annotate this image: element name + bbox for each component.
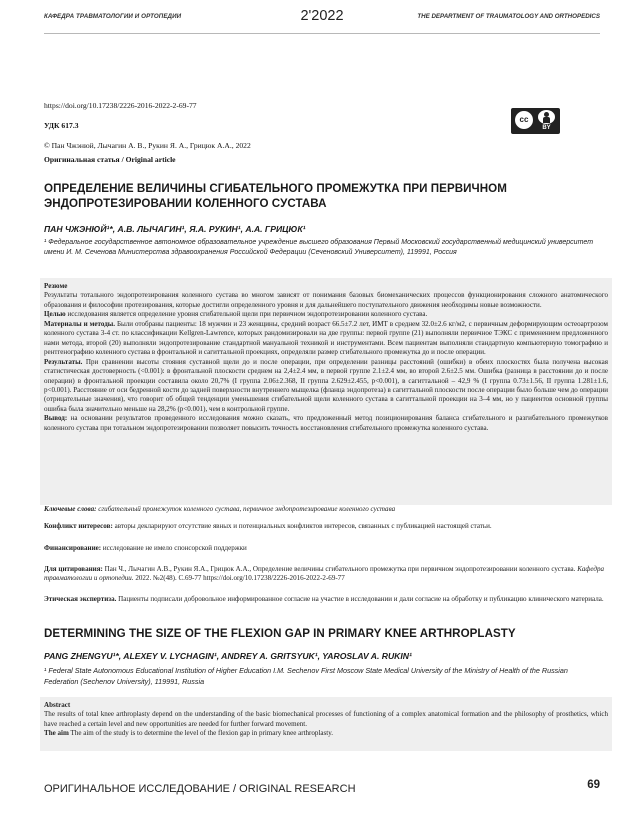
affiliation-ru: ¹ Федеральное государственное автономное образовательное учреждение высшего образования Первый Московский государственный медицинский университет имени И. М. Сеченова Министерства здравоохранения Российской Федерации (Сеченовский Университет), 119991, Россия — [44, 239, 594, 256]
conclusion-label-ru: Вывод: — [44, 414, 68, 423]
abstract-box-en — [40, 697, 612, 751]
abstract-conclusion-ru — [44, 414, 608, 433]
article-title-ru: ОПРЕДЕЛЕНИЕ ВЕЛИЧИНЫ СГИБАТЕЛЬНОГО ПРОМЕЖУТКА ПРИ ПЕРВИЧНОМ ЭНДОПРОТЕЗИРОВАНИИ КОЛЕННОГО СУСТАВА — [44, 182, 507, 210]
udk-code: УДК 617.3 — [44, 121, 79, 130]
aim-label-en: The aim — [44, 729, 69, 738]
keywords-text: сгибательный промежуток коленного сустава, первичное эндопротезирование коленного сустава — [96, 505, 396, 513]
aim-label-ru: Целью — [44, 310, 66, 319]
affiliation-en: ¹ Federal State Autonomous Educational Institution of Higher Education I.M. Sechenov First Moscow State Medical University of the Ministry of Health of the Russian Federation (Sechenov University), 119991, Russia — [44, 666, 568, 686]
cc-icon: cc — [514, 110, 534, 130]
by-label: BY — [542, 125, 551, 131]
funding — [44, 544, 604, 553]
aim-text-ru: исследования является определение уровня сгибательной щели при первичном эндопротезировании коленного сустава. — [65, 310, 428, 319]
funding-label: Финансирование: — [44, 544, 102, 552]
citation — [44, 565, 604, 584]
abstract-results-ru — [44, 358, 608, 415]
abstract-methods-ru — [44, 320, 608, 358]
authors-en: PANG ZHENGYU¹*, ALEXEY V. LYCHAGIN¹, ANDREY A. GRITSYUK¹, YAROSLAV A. RUKIN¹ — [44, 651, 412, 661]
ethics-label: Этическая экспертиза. — [44, 595, 117, 603]
header-rule — [44, 33, 600, 34]
funding-text: исследование не имело спонсорской поддержки — [101, 544, 247, 552]
keywords-ru — [44, 505, 604, 514]
attribution-person-icon — [538, 110, 555, 124]
ethics — [44, 595, 604, 604]
article-type: Оригинальная статья / Original article — [44, 155, 176, 164]
conflict-of-interest — [44, 522, 604, 531]
ethics-text: Пациенты подписали добровольное информированное согласие на участие в исследовании и дали согласие на обработку и публикацию клинического материала. — [116, 595, 604, 603]
issue-number: 2'2022 — [300, 8, 344, 24]
keywords-label: Ключевые слова: — [44, 505, 97, 513]
methods-text-ru: Были отобраны пациенты: 18 мужчин и 23 женщины, средний возраст 66.5±7.2 лет, ИМТ в среднем 32.0±2.6 кг/м2, с первичным деформирующим остеоартрозом коленного сустава 3-4 ст. по классификации Kellgren-Lawrence, которых рандомизировали на две группы: первой группе (21) выполняли первичное ТЭКС с применением предложенного нами метода, второй (20) выполняли эндопротезирование стандартной мануальной техникой и инструментами. Всем пациентам выполняли стандартную компьютерную томографию и рентгенографию коленного сустава в фронтальной и сагиттальной проекциях, определяли размер сгибательного промежутка до и после операции. — [44, 319, 608, 357]
abstract-text-en: The results of total knee arthroplasty depend on the understanding of the basic biomechanical processes of functioning of a complex anatomical formation and the philosophy of prosthetics, which have reached a certain level and new opportunities are needed for further forward movement. — [44, 710, 608, 728]
doi-link[interactable]: https://doi.org/10.17238/2226-2016-2022-2-69-77 — [44, 101, 197, 110]
citation-journal: Кафедра травматологии и ортопедии. — [44, 565, 604, 583]
conflict-label: Конфликт интересов: — [44, 522, 113, 530]
journal-name-ru: КАФЕДРА ТРАВМАТОЛОГИИ И ОРТОПЕДИИ — [44, 13, 182, 20]
methods-label-ru: Материалы и методы. — [44, 319, 116, 328]
abstract-aim-ru — [44, 310, 608, 319]
conflict-text: авторы декларируют отсутствие явных и потенциальных конфликтов интересов, связанных с публикацией настоящей статьи. — [112, 522, 492, 530]
abstract-heading-ru: Резюме — [44, 282, 68, 290]
abstract-box-ru — [40, 278, 612, 505]
journal-name-en: THE DEPARTMENT OF TRAUMATOLOGY AND ORTHOPEDICS — [417, 13, 600, 20]
citation-text: Пан Ч., Лычагин А.В., Рукин Я.А., Грицюк А.А., Определение величины сгибательного промежутка при первичном эндопротезировании коленного сустава. — [102, 565, 578, 573]
page-number: 69 — [587, 779, 600, 791]
citation-tail[interactable]: 2022. №2(48). С.69-77 https://doi.org/10.17238/2226-2016-2022-2-69-77 — [133, 574, 345, 583]
authors-ru: ПАН ЧЖЭНЮЙ¹*, А.В. ЛЫЧАГИН¹, Я.А. РУКИН¹, А.А. ГРИЦЮК¹ — [44, 224, 306, 234]
cc-by-license-icon[interactable] — [511, 108, 560, 134]
abstract-aim-en — [44, 729, 608, 738]
section-footer: ОРИГИНАЛЬНОЕ ИССЛЕДОВАНИЕ / ORIGINAL RESEARCH — [44, 783, 356, 795]
conclusion-text-ru: на основании результатов проведенного исследования можно сказать, что предложенный метод позиционирования баланса сгибательного и разгибательного промежутков коленного сустава при тотальном эндопротезировании позволяет повысить точность восстановления сгибательного промежутка коленного сустава. — [44, 414, 608, 432]
results-label-ru: Результаты. — [44, 357, 83, 366]
citation-label: Для цитирования: — [44, 565, 103, 573]
article-title-en: DETERMINING THE SIZE OF THE FLEXION GAP IN PRIMARY KNEE ARTHROPLASTY — [44, 627, 516, 640]
copyright-line: © Пан Чжэнюй, Лычагин А. В., Рукин Я. А., Грицюк А.А., 2022 — [44, 141, 251, 150]
running-header — [44, 8, 600, 48]
abstract-intro-ru: Результаты тотального эндопротезирования коленного сустава во многом зависят от понимания базовых биомеханических процессов функционирования сложного анатомического образования и философии протезирования, которые достигли определенного уровня и для дальнейшего поступательного движения необходимы новые возможности. — [44, 291, 608, 309]
aim-text-en: The aim of the study is to determine the level of the flexion gap in primary knee arthroplasty. — [68, 729, 334, 738]
abstract-heading-en: Abstract — [44, 701, 71, 709]
results-text-ru: При сравнении высоты стояния суставной щели до и после операции, при определении разницы расстояний (ошибки) в обеих плоскостях была получена высокая статистическая достоверность (<0.001): в фронтальной плоскости среднем на 2,4±2.4 мм, в первой группе 2.1±2.4 мм, во второй 2.6±2.5 мм. Ошибка (разница в расстоянии до и после операции) в фронтальной проекции составила около 20,7% (I группа 2.06±2.368, II группа 2.629±2.455, p<0.001), в сагиттальной – 42,9 % (I группа 0.73±1.56, II группа 1.281±1.6, p<0.001). Расстояние от оси бедренной кости до задней поверхности внутреннего мыщелка (фланца эндопротеза) в сагиттальной плоскости после операции было больше чем до операции (отрицательные значения), что говорит об общей тенденции уменьшения сгибательной щели коленного сустава в сагиттальной проекции на 3–4 мм, но у пациентов основной группы ошибка была значительно меньше на 28,2% (p<0.001), чем в контрольной группе. — [44, 357, 608, 413]
